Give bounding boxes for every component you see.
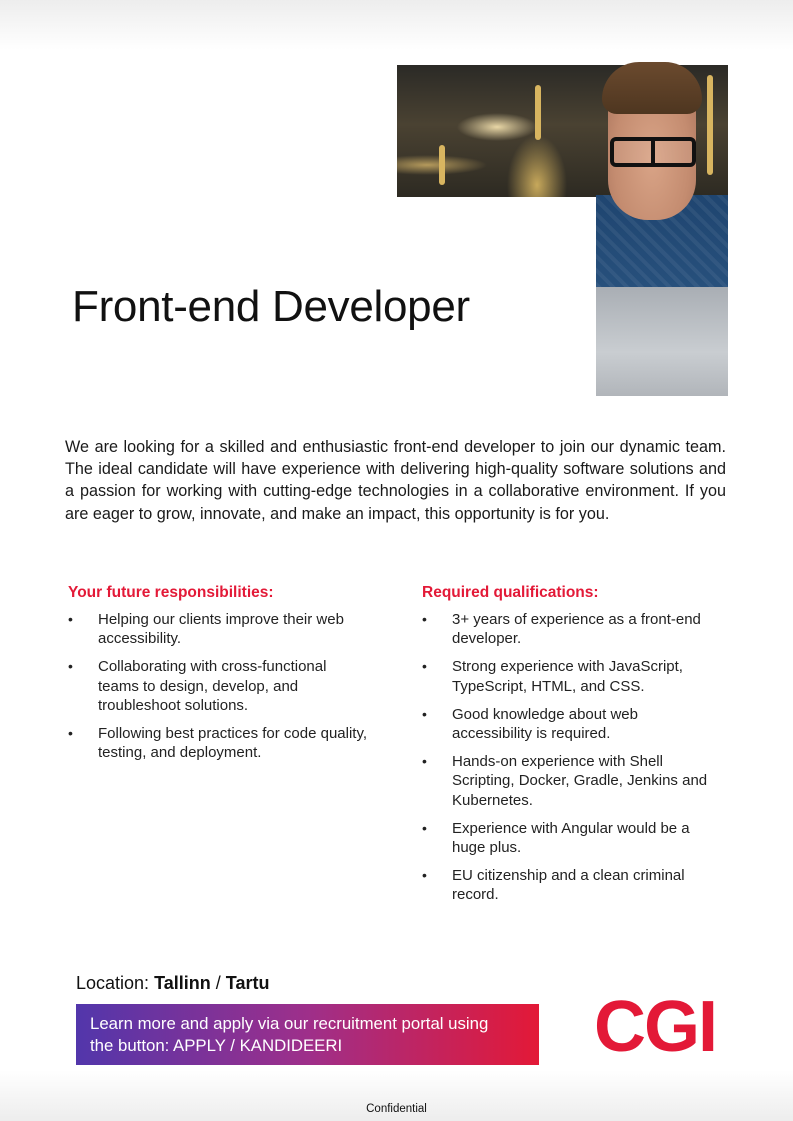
list-item: • Strong experience with JavaScript, TypeScript, HTML, and CSS.	[422, 657, 722, 696]
cgi-logo: CGI	[594, 987, 717, 1067]
hero-photo-laptop	[596, 287, 728, 396]
qualifications-list	[422, 610, 722, 905]
qualifications-heading: Required qualifications:	[422, 584, 599, 601]
location-city-tartu: Tartu	[225, 973, 270, 993]
page-top-shade	[0, 0, 793, 50]
job-title: Front-end Developer	[72, 282, 470, 331]
list-item: • Experience with Angular would be a huge plus.	[422, 819, 722, 858]
job-intro: We are looking for a skilled and enthusiastic front-end developer to join our dynamic team. The ideal candidate will have experience with delivering high-quality software solutions and a passion for working with cutting-edge technologies in a collaborative environment. If you are eager to grow, innovate, and make an impact, this opportunity is for you.	[65, 438, 726, 523]
location-city-tallinn: Tallinn	[154, 973, 211, 993]
hero-photo-glasses	[610, 137, 696, 167]
apply-banner[interactable]	[76, 1004, 539, 1065]
list-item: • Collaborating with cross-functional teams to design, develop, and troubleshoot solutions.	[68, 657, 368, 715]
responsibilities-heading: Your future responsibilities:	[68, 584, 274, 601]
list-item: • Good knowledge about web accessibility is required.	[422, 705, 722, 744]
list-item: • Helping our clients improve their web accessibility.	[68, 610, 368, 649]
responsibilities-list	[68, 610, 368, 763]
location-label: Location:	[76, 973, 150, 993]
list-item: • Following best practices for code quality, testing, and deployment.	[68, 724, 368, 763]
confidential-footer: Confidential	[366, 1103, 427, 1115]
responsibilities-section	[68, 584, 368, 771]
location-separator: /	[215, 973, 221, 993]
apply-banner-line-1: Learn more and apply via our recruitment portal using	[90, 1014, 489, 1033]
apply-banner-line-2: the button: APPLY / KANDIDEERI	[90, 1036, 343, 1055]
location-line	[76, 973, 269, 994]
list-item: • 3+ years of experience as a front-end developer.	[422, 610, 722, 649]
list-item: • Hands-on experience with Shell Scripting, Docker, Gradle, Jenkins and Kubernetes.	[422, 752, 722, 810]
list-item: • EU citizenship and a clean criminal record.	[422, 866, 722, 905]
qualifications-section	[422, 584, 722, 913]
hero-photo-hair	[602, 62, 702, 114]
